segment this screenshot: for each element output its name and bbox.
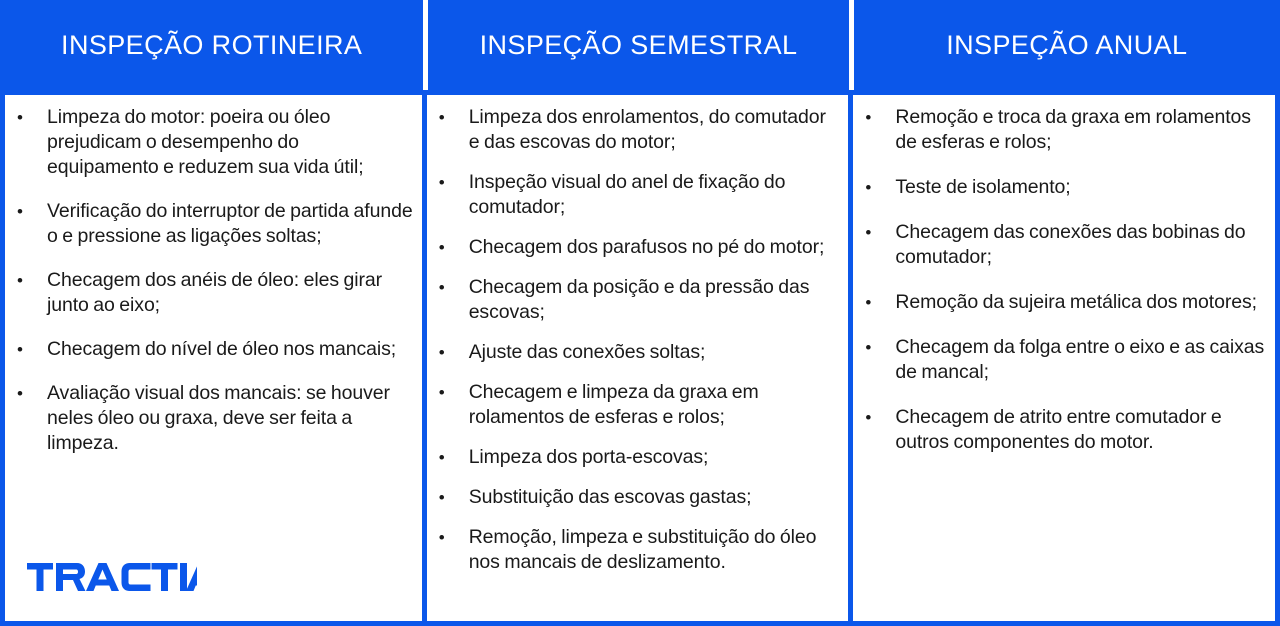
bullet-icon: • — [865, 408, 872, 427]
list-item-text: Checagem da posição e da pressão das escovas; — [468, 276, 810, 323]
list-item-text: Checagem da folga entre o eixo e as caixas de mancal; — [895, 336, 1265, 383]
header-cell-semestral — [428, 0, 848, 90]
list-item-text: Limpeza dos enrolamentos, do comutador e das escovas do motor; — [468, 106, 826, 153]
bullet-icon: • — [438, 488, 445, 507]
list-item-text: Substituição das escovas gastas; — [468, 486, 752, 508]
list-item — [853, 405, 1267, 455]
list-item-text: Remoção e troca da graxa em rolamentos de esferas e rolos; — [895, 106, 1251, 153]
body-cell-semestral — [427, 95, 849, 621]
list-item — [5, 337, 414, 362]
bullet-icon: • — [438, 278, 445, 297]
list-item-text: Teste de isolamento; — [895, 176, 1071, 198]
list-item-text: Checagem dos parafusos no pé do motor; — [468, 236, 825, 258]
bullet-icon: • — [17, 271, 23, 290]
list-item-text: Checagem do nível de óleo nos mancais; — [47, 338, 397, 360]
tractian-logo-icon — [27, 563, 197, 591]
list-item-text: Ajuste das conexões soltas; — [468, 341, 706, 363]
list-item — [427, 275, 841, 325]
list-item-text: Verificação do interruptor de partida afunde o e pressione as ligações soltas; — [47, 200, 413, 247]
list-item — [5, 268, 414, 318]
list-item — [427, 105, 841, 155]
bullet-icon: • — [17, 340, 23, 359]
checklist-semestral — [427, 105, 841, 575]
body-cell-anual — [853, 95, 1275, 621]
list-item — [427, 235, 841, 260]
bullet-icon: • — [865, 108, 872, 127]
list-item-text: Checagem das conexões das bobinas do comutador; — [895, 221, 1246, 268]
column-title-semestral: INSPEÇÃO SEMESTRAL — [479, 29, 798, 60]
bullet-icon: • — [865, 223, 872, 242]
bullet-icon: • — [865, 293, 872, 312]
bullet-icon: • — [438, 343, 445, 362]
bullet-icon: • — [438, 448, 445, 467]
list-item — [427, 525, 841, 575]
list-item — [5, 199, 414, 249]
list-item — [427, 485, 841, 510]
header-cell-rotineira — [0, 0, 423, 90]
list-item — [853, 220, 1267, 270]
bullet-icon: • — [17, 202, 23, 221]
bullet-icon: • — [17, 108, 23, 127]
list-item-text: Checagem e limpeza da graxa em rolamentos de esferas e rolos; — [468, 381, 759, 428]
table-body-row — [0, 90, 1280, 626]
list-item-text: Remoção da sujeira metálica dos motores; — [895, 291, 1257, 313]
bullet-icon: • — [438, 108, 445, 127]
list-item — [427, 340, 841, 365]
bullet-icon: • — [865, 338, 872, 357]
list-item-text: Checagem de atrito entre comutador e outros componentes do motor. — [895, 406, 1222, 453]
list-item-text: Avaliação visual dos mancais: se houver neles óleo ou graxa, deve ser feita a limpeza. — [47, 382, 390, 454]
list-item — [5, 381, 414, 456]
bullet-icon: • — [438, 173, 445, 192]
list-item-text: Checagem dos anéis de óleo: eles girar junto ao eixo; — [47, 269, 383, 316]
bullet-icon: • — [17, 384, 23, 403]
list-item-text: Limpeza dos porta-escovas; — [468, 446, 709, 468]
list-item — [5, 105, 414, 180]
list-item-text: Limpeza do motor: poeira ou óleo prejudicam o desempenho do equipamento e reduzem sua vida útil; — [47, 106, 364, 178]
column-title-rotineira: INSPEÇÃO ROTINEIRA — [61, 29, 363, 60]
list-item-text: Inspeção visual do anel de fixação do comutador; — [468, 171, 786, 218]
list-item — [853, 335, 1267, 385]
checklist-rotineira — [5, 105, 414, 456]
tractian-logo — [27, 563, 197, 591]
checklist-anual — [853, 105, 1267, 455]
body-cell-rotineira — [5, 95, 422, 621]
list-item — [427, 170, 841, 220]
column-title-anual: INSPEÇÃO ANUAL — [946, 29, 1188, 60]
table-header-row — [0, 0, 1280, 90]
header-cell-anual — [854, 0, 1280, 90]
bullet-icon: • — [438, 238, 445, 257]
list-item — [853, 175, 1267, 200]
list-item — [853, 105, 1267, 155]
list-item — [427, 380, 841, 430]
list-item — [853, 290, 1267, 315]
list-item — [427, 445, 841, 470]
list-item-text: Remoção, limpeza e substituição do óleo nos mancais de deslizamento. — [468, 526, 817, 573]
bullet-icon: • — [438, 383, 445, 402]
bullet-icon: • — [438, 528, 445, 547]
bullet-icon: • — [865, 178, 872, 197]
